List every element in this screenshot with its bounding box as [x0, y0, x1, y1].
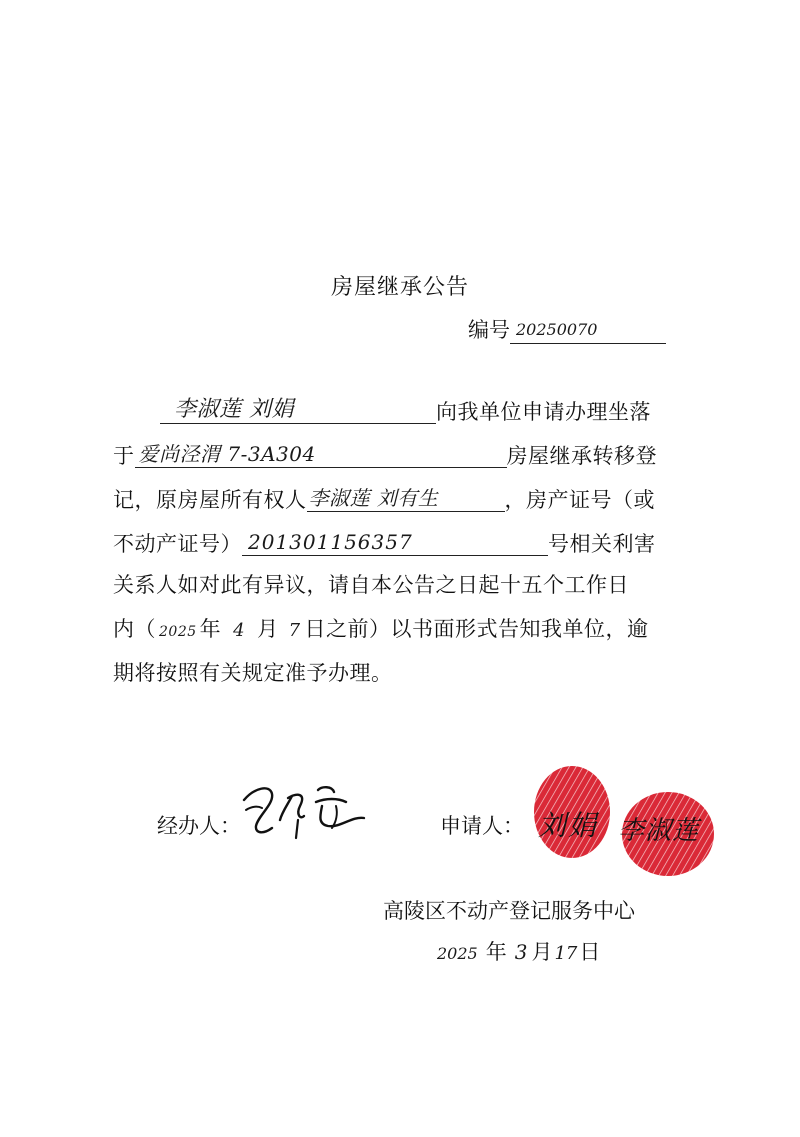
- issue-date-year: 2025: [437, 944, 478, 963]
- line6-d: 日之前）以书面形式告知我单位，逾: [304, 617, 649, 641]
- handler-signature: [236, 776, 386, 846]
- issue-date: [437, 936, 600, 966]
- line6-c: 月: [257, 617, 279, 641]
- line1-suffix: 向我单位申请办理坐落: [436, 400, 651, 424]
- location-field: 爱尚泾渭 7-3A304: [135, 441, 507, 468]
- body-line-1: [160, 397, 651, 424]
- issue-date-day-char: 日: [579, 940, 601, 964]
- applicant-signature-2: 李淑莲: [618, 816, 700, 846]
- line4-suffix: 号相关利害: [548, 532, 656, 556]
- issue-date-month-char: 月: [531, 940, 553, 964]
- line4-prefix: 不动产证号）: [113, 532, 242, 556]
- serial-label: 编号: [468, 318, 510, 342]
- line6-b: 年: [199, 617, 222, 641]
- issue-date-day: 17: [554, 943, 578, 964]
- deadline-day: 7: [288, 620, 301, 641]
- applicants-field: 李淑莲 刘娟: [160, 397, 436, 424]
- line3-prefix: 记，原房屋所有权人: [113, 488, 307, 512]
- deadline-month: 4: [233, 620, 246, 641]
- line2-prefix: 于: [113, 444, 135, 468]
- issue-date-year-char: 年: [485, 940, 507, 964]
- body-line-7: 期将按照有关规定准予办理。: [113, 661, 393, 685]
- issue-date-month: 3: [514, 940, 528, 964]
- line3-suffix: ，房产证号（或: [504, 488, 655, 512]
- body-line-5: 关系人如对此有异议，请自本公告之日起十五个工作日: [113, 573, 629, 597]
- line2-suffix: 房屋继承转移登: [506, 444, 657, 468]
- organization-name: 高陵区不动产登记服务中心: [383, 899, 635, 923]
- body-line-6: [113, 617, 649, 644]
- certificate-number-field: 201301156357: [242, 529, 548, 556]
- serial-value: 20250070: [510, 317, 666, 344]
- original-owners-field: 李淑莲 刘有生: [307, 485, 505, 512]
- handler-label: 经办人：: [157, 814, 241, 838]
- deadline-year: 2025: [159, 624, 197, 640]
- applicant-signature-1: 刘娟: [538, 809, 599, 842]
- document-title: 房屋继承公告: [330, 275, 469, 300]
- serial-number: [468, 314, 666, 344]
- line6-a: 内（: [113, 617, 156, 641]
- body-line-3: [113, 485, 655, 512]
- body-line-2: [113, 441, 657, 468]
- body-line-4: [113, 529, 656, 556]
- applicant-label: 申请人：: [440, 814, 524, 838]
